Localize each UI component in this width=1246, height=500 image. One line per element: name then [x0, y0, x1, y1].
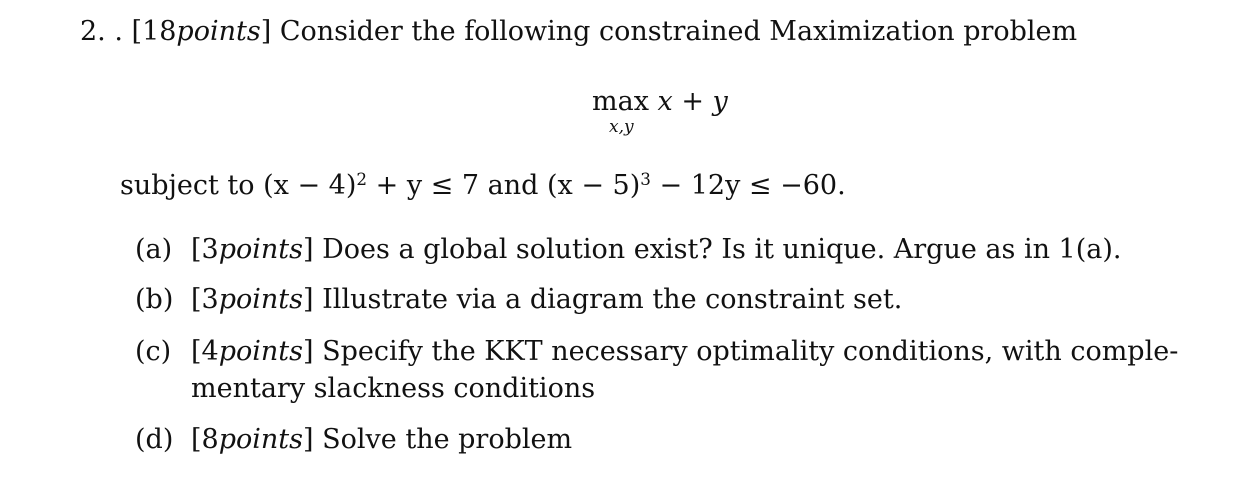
part-label: (b)	[135, 284, 174, 315]
points-open: [18	[131, 16, 177, 47]
points-word: points	[218, 424, 303, 455]
objective-function	[592, 86, 728, 117]
points-word: points	[218, 336, 303, 367]
part-text: Specify the KKT necessary optimality conditions, with comple-	[322, 336, 1179, 367]
constraint-prefix: subject to (x − 4)	[120, 170, 357, 201]
part-d	[135, 424, 572, 455]
max-subscript: x,y	[609, 117, 634, 137]
part-c-continuation: mentary slackness conditions	[191, 373, 596, 404]
points-close: ]	[303, 424, 314, 455]
points-open: [3	[191, 284, 219, 315]
points-word: points	[218, 234, 303, 265]
constraint-exponent-2: 3	[640, 168, 651, 189]
points-open: [4	[191, 336, 219, 367]
points-word: points	[176, 16, 261, 47]
problem-header	[80, 16, 1077, 47]
points-close: ]	[303, 234, 314, 265]
constraint-exponent-1: 2	[356, 168, 368, 189]
points-close: ]	[303, 336, 314, 367]
part-label: (a)	[135, 234, 173, 265]
constraint-middle: + y ≤ 7 and (x − 5)	[367, 170, 641, 201]
constraint-suffix: − 12y ≤ −60.	[650, 170, 846, 201]
points-open: [8	[191, 424, 219, 455]
part-text: Illustrate via a diagram the constraint set.	[322, 284, 903, 315]
constraint-line	[120, 170, 846, 201]
part-a	[135, 234, 1121, 265]
part-label: (d)	[135, 424, 174, 455]
points-close: ]	[260, 16, 272, 47]
points-word: points	[218, 284, 303, 315]
max-operator: max	[592, 86, 649, 117]
points-open: [3	[191, 234, 219, 265]
part-text: Does a global solution exist? Is it unique. Argue as in 1(a).	[322, 234, 1122, 265]
problem-number: 2. .	[80, 16, 123, 47]
header-text: Consider the following constrained Maximization problem	[279, 16, 1078, 47]
part-text: Solve the problem	[322, 424, 573, 455]
part-label: (c)	[135, 336, 172, 367]
objective-expression: x + y	[657, 86, 728, 117]
part-c	[135, 336, 1178, 367]
part-b	[135, 284, 902, 315]
points-close: ]	[303, 284, 314, 315]
